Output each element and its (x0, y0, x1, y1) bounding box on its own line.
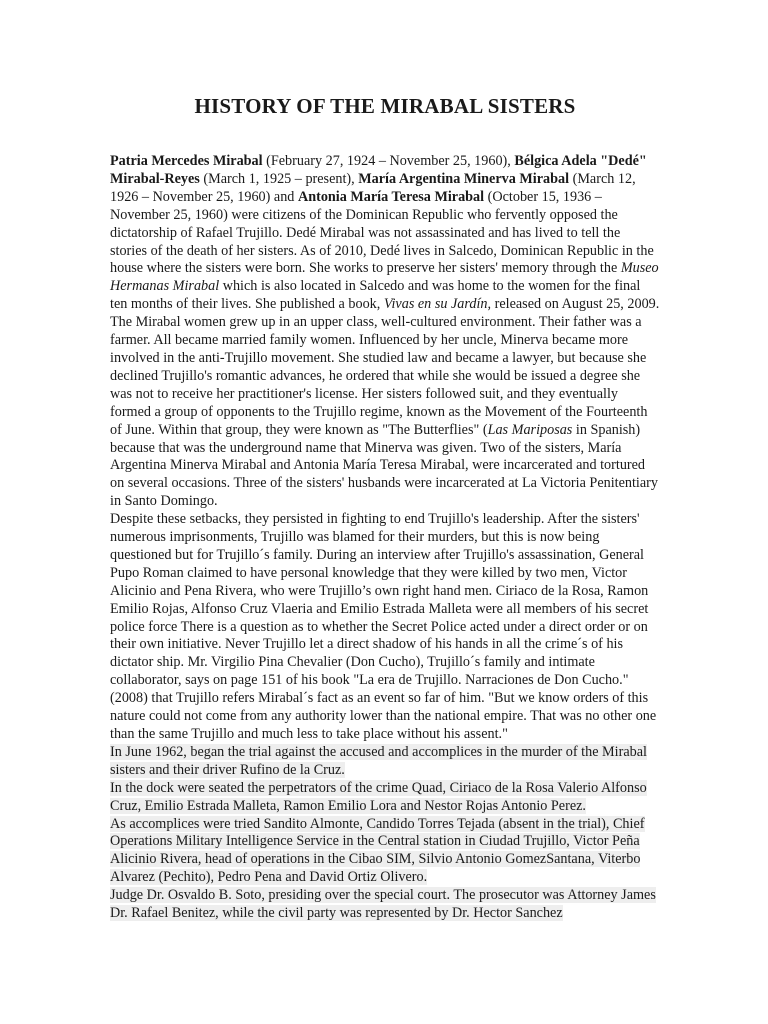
text-segment: (March 12, 1926 – November 25, 1960) and (110, 170, 636, 205)
text-segment: The Mirabal women grew up in an upper class, well-cultured environment. Their father was a farmer. All became married family women. Influenced by her uncle, Minerva became more involved in the anti-Trujillo movement. She studied law and became a lawyer, but because she declined Trujillo's romantic advances, he ordered that while she would be issued a degree she was not to receive her practitioner's license. Her sisters followed suit, and they eventually formed a group of opponents to the Trujillo regime, known as the Movement of the Fourteenth of June. Within that group, they were known as "The Butterflies" ( (110, 314, 648, 438)
paragraph-6 (110, 816, 660, 888)
paragraph-5-text: In the dock were seated the perpetrators of the crime Quad, Ciriaco de la Rosa Valerio Alfonso Cruz, Emilio Estrada Malleta, Ramon Emilio Lora and Nestor Rojas Antonio Perez. (110, 779, 647, 814)
paragraph-3: Despite these setbacks, they persisted in fighting to end Trujillo's leadership. After the sisters' numerous imprisonments, Trujillo was blamed for their murders, but this is now being questioned but for Trujillo´s family. During an interview after Trujillo's assassination, General Pupo Roman claimed to have personal knowledge that they were killed by two men, Victor Alicinio and Pena Rivera, who were Trujillo’s own right hand men. Ciriaco de la Rosa, Ramon Emilio Rojas, Alfonso Cruz Vlaeria and Emilio Estrada Malleta were all members of his secret police force There is a question as to whether the Secret Police acted under a direct order or on their own initiative. Never Trujillo let a direct shadow of his hands in all the crime´s of his dictator ship. Mr. Virgilio Pina Chevalier (Don Cucho), Trujillo´s family and intimate collaborator, says on page 151 of his book "La era de Trujillo. Narraciones de Don Cucho." (2008) that Trujillo refers Mirabal´s fact as an event so far of him. "But we know orders of this nature could not come from any authority lower than the national empire. That was no other one than the same Trujillo and much less to take place without his assent." (110, 511, 657, 742)
document-title: HISTORY OF THE MIRABAL SISTERS (194, 94, 576, 118)
las-mariposas: Las Mariposas (487, 421, 573, 438)
paragraph-6-text: As accomplices were tried Sandito Almonte, Candido Torres Tejada (absent in the trial), Chief Operations Military Intelligence Service in the Central station in Ciudad Trujillo, Victor Peña Alicinio Rivera, head of operations in the Cibao SIM, Silvio Antonio GomezSantana, Viterbo Alvarez (Pechito), Pedro Pena and David Ortiz Olivero. (110, 815, 645, 886)
paragraph-2 (110, 314, 660, 511)
paragraph-4-text: In June 1962, began the trial against the accused and accomplices in the murder of the Mirabal sisters and their driver Rufino de la Cruz. (110, 743, 647, 778)
paragraph-1 (110, 153, 660, 314)
name-dede: Bélgica Adela "Dedé" Mirabal-Reyes (110, 153, 647, 187)
book-title: Vivas en su Jardín, (383, 296, 492, 313)
text-segment: released on August 25, 2009. (491, 296, 660, 313)
text-segment: (October 15, 1936 – November 25, 1960) were citizens of the Dominican Republic who fervently opposed the dictatorship of Rafael Trujillo. Dedé Mirabal was not assassinated and has lived to tell the stories of the death of her sisters. As of 2010, Dedé lives in Salcedo, Dominican Republic in the house where the sisters were born. She works to preserve her sisters' memory through the (110, 188, 654, 277)
paragraph-7 (110, 887, 660, 923)
paragraph-5 (110, 780, 660, 816)
name-minerva: María Argentina Minerva Mirabal (358, 170, 570, 187)
text-segment: which is also located in Salcedo and was home to the women for the final ten months of their lives. She published a book, (110, 278, 641, 313)
museum-name: Museo Hermanas Mirabal (110, 260, 659, 295)
name-maria-teresa: Antonia María Teresa Mirabal (297, 188, 485, 205)
paragraph-4 (110, 744, 660, 780)
text-segment: (March 1, 1925 – present), (199, 170, 359, 187)
paragraph-7-text: Judge Dr. Osvaldo B. Soto, presiding over the special court. The prosecutor was Attorney James Dr. Rafael Benitez, while the civil party was represented by Dr. Hector Sanchez (110, 887, 656, 922)
text-segment: in Spanish) because that was the underground name that Minerva was given. Two of the sisters, María Argentina Minerva Mirabal and Antonia María Teresa Mirabal, were incarcerated and tortured on several occasions. Three of the sisters' husbands were incarcerated at La Victoria Penitentiary in Santo Domingo. (110, 421, 658, 510)
name-patria: Patria Mercedes Mirabal (110, 153, 263, 169)
document-body (110, 153, 660, 923)
text-segment: (February 27, 1924 – November 25, 1960), (262, 153, 515, 169)
